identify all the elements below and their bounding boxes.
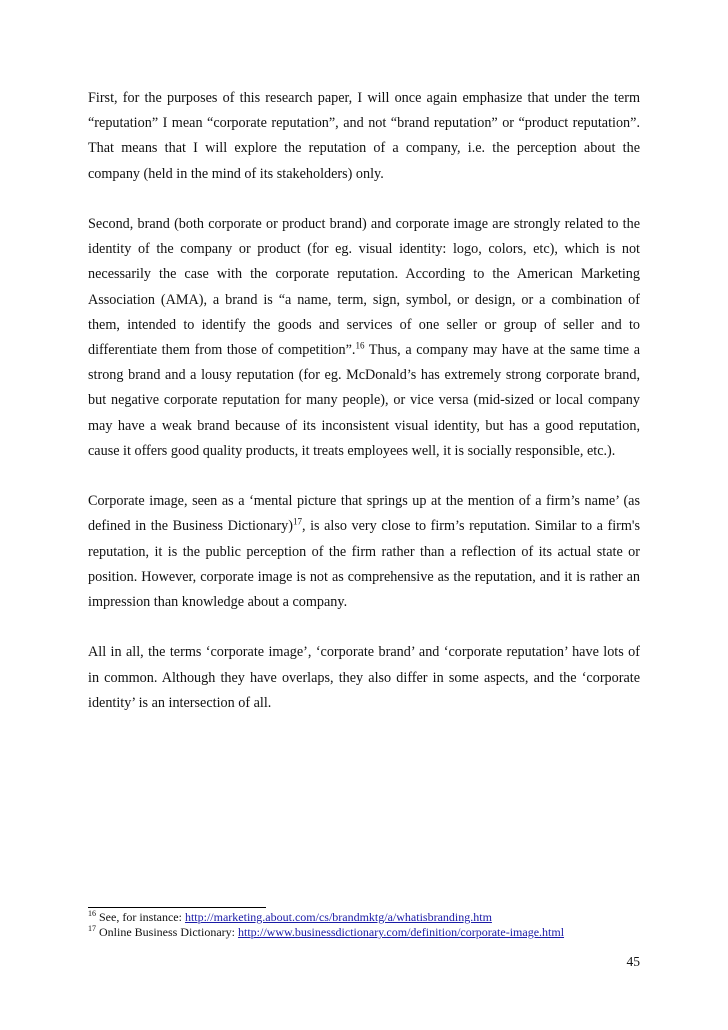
footnote-ref-17: 17 xyxy=(293,516,302,527)
paragraph-text: Corporate image, seen as a ‘mental picture that springs up at the mention of a firm’s name’ (as defined in the Business Dictionary) xyxy=(88,493,640,535)
paragraph-text: Thus, a company may have at the same time a strong brand and a lousy reputation (for eg. McDonald’s has extremely strong corporate brand, but negative corporate reputation for many people), or vice versa (mid-sized or local company may have a weak brand because of its inconsistent visual identity, but has a good reputation, cause it offers good quality products, it treats employees well, it is socially responsible, etc.). xyxy=(88,342,640,459)
paragraph-text: First, for the purposes of this research paper, I will once again emphasize that under the term “reputation” I mean “corporate reputation”, and not “brand reputation” or “product reputation”. That means that I will explore the reputation of a company, i.e. the perception about the company (held in the mind of its stakeholders) only. xyxy=(88,90,640,182)
paragraph-text: All in all, the terms ‘corporate image’, ‘corporate brand’ and ‘corporate reputation’ have lots of in common. Although they have overlaps, they also differ in some aspects, and the ‘corporate identity’ is an intersection of all. xyxy=(88,644,640,711)
paragraph-brand-identity xyxy=(88,212,640,464)
footnote-number: 16 xyxy=(88,909,96,918)
paragraph-corporate-image xyxy=(88,489,640,615)
footnote-17 xyxy=(88,925,648,940)
page-number: 45 xyxy=(626,954,640,969)
paragraph-text: , is also very close to firm’s reputation. Similar to a firm's reputation, it is the public perception of the firm rather than a reflection of its actual state or position. However, corporate image is not as comprehensive as the reputation, and it is rather an impression than knowledge about a company. xyxy=(88,518,640,611)
footnote-text: Online Business Dictionary: xyxy=(96,925,238,939)
footnote-link-business-dictionary[interactable]: http://www.businessdictionary.com/definition/corporate-image.html xyxy=(237,925,565,939)
paragraph-text: Second, brand (both corporate or product brand) and corporate image are strongly related to the identity of the company or product (for eg. visual identity: logo, colors, etc), which is not necessarily the case with the corporate reputation. According to the American Marketing Association (AMA), a brand is “a name, term, sign, symbol, or design, or a combination of them, intended to identify the goods and services of one seller or group of seller and to differentiate them from those of competition”. xyxy=(88,216,640,359)
footnote-link-about-branding[interactable]: http://marketing.about.com/cs/brandmktg/a/whatisbranding.htm xyxy=(184,910,492,924)
paragraph-conclusion xyxy=(88,640,640,716)
footnote-text: See, for instance: xyxy=(96,910,185,924)
footnotes xyxy=(88,910,648,940)
footnote-16 xyxy=(88,910,648,925)
footnote-separator xyxy=(88,907,266,908)
paragraph-reputation-definition xyxy=(88,86,640,187)
footnote-ref-16: 16 xyxy=(355,340,365,351)
body-text xyxy=(88,86,640,716)
footnote-number: 17 xyxy=(88,924,96,933)
